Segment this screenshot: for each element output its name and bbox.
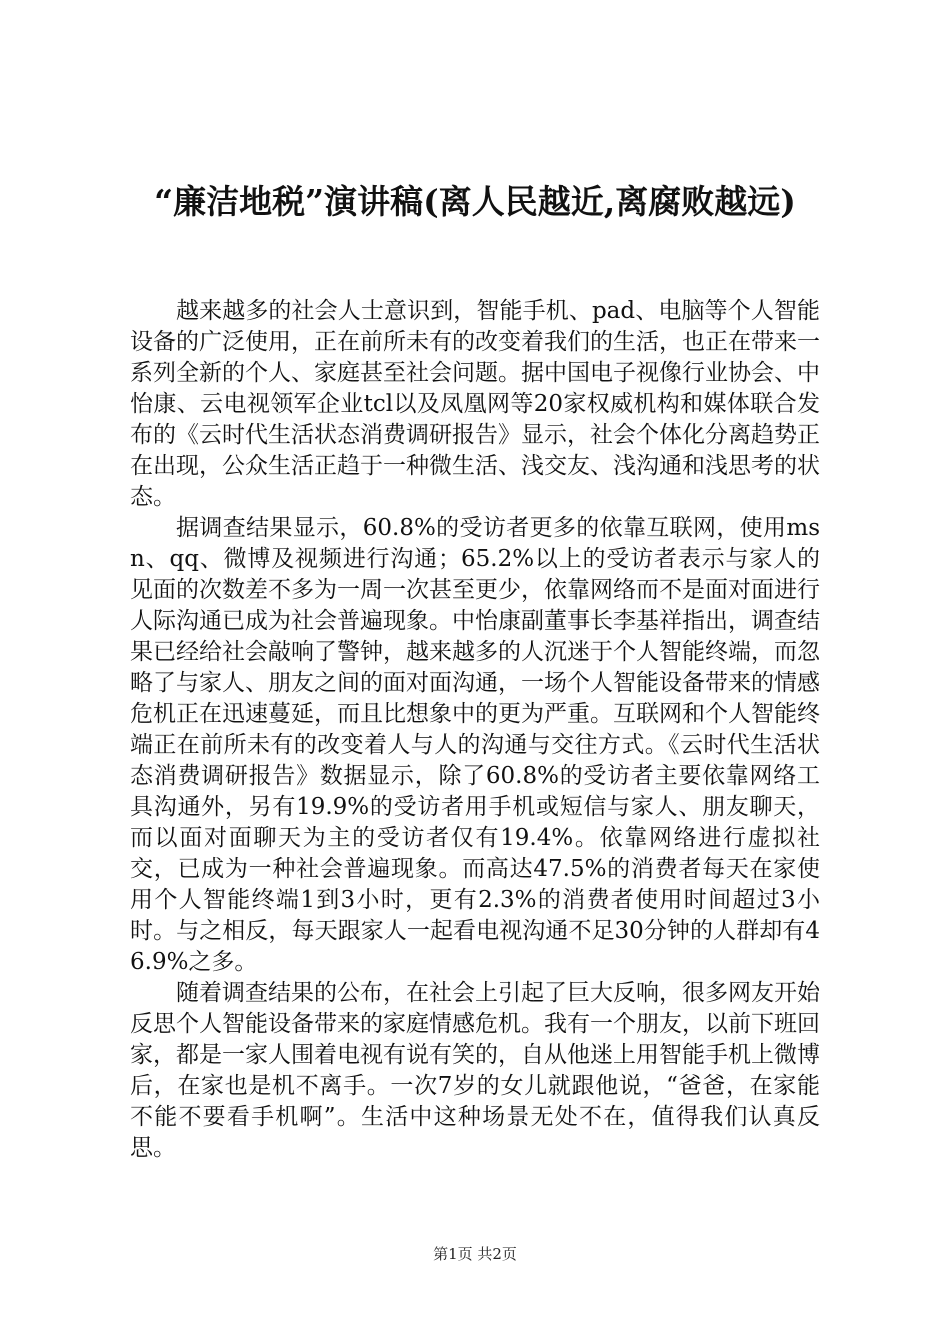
document-body (130, 296, 820, 1164)
page-footer: 第1页 共2页 (433, 1245, 517, 1263)
document-title: “廉洁地税”演讲稿(离人民越近,离腐败越远) (154, 182, 796, 221)
paragraph: 据调查结果显示，60.8%的受访者更多的依靠互联网，使用msn、qq、微博及视频进行沟通；65.2%以上的受访者表示与家人的见面的次数差不多为一周一次甚至更少，依靠网络而不是面对面进行人际沟通已成为社会普遍现象。中怡康副董事长李基祥指出，调查结果已经给社会敲响了警钟，越来越多的人沉迷于个人智能终端，而忽略了与家人、朋友之间的面对面沟通，一场个人智能设备带来的情感危机正在迅速蔓延，而且比想象中的更为严重。互联网和个人智能终端正在前所未有的改变着人与人的沟通与交往方式。《云时代生活状态消费调研报告》数据显示，除了60.8%的受访者主要依靠网络工具沟通外，另有19.9%的受访者用手机或短信与家人、朋友聊天，而以面对面聊天为主的受访者仅有19.4%。依靠网络进行虚拟社交，已成为一种社会普遍现象。而高达47.5%的消费者每天在家使用个人智能终端1到3小时，更有2.3%的消费者使用时间超过3小时。与之相反，每天跟家人一起看电视沟通不足30分钟的人群却有46.9%之多。 (130, 515, 820, 975)
paragraph: 随着调查结果的公布，在社会上引起了巨大反响，很多网友开始反思个人智能设备带来的家庭情感危机。我有一个朋友，以前下班回家，都是一家人围着电视有说有笑的，自从他迷上用智能手机上微博后，在家也是机不离手。一次7岁的女儿就跟他说，“爸爸，在家能不能不要看手机啊”。生活中这种场景无处不在，值得我们认真反思。 (130, 980, 820, 1161)
paragraph: 越来越多的社会人士意识到，智能手机、pad、电脑等个人智能设备的广泛使用，正在前所未有的改变着我们的生活，也正在带来一系列全新的个人、家庭甚至社会问题。据中国电子视像行业协会、中怡康、云电视领军企业tcl以及凤凰网等20家权威机构和媒体联合发布的《云时代生活状态消费调研报告》显示，社会个体化分离趋势正在出现，公众生活正趋于一种微生活、浅交友、浅沟通和浅思考的状态。 (130, 298, 820, 510)
